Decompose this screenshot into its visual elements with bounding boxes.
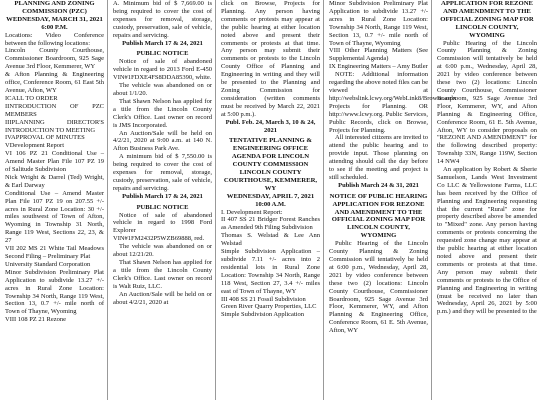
notice-paragraph: ICALL TO ORDER <box>5 94 58 102</box>
notice-paragraph: The vehicle was abandoned on or about 12/21/20. <box>113 243 212 259</box>
notice-paragraph: III 408 SS 21 Fossil Subdivision <box>221 295 306 303</box>
notice-paragraph: I. Development Report: <box>221 208 283 216</box>
notice-paragraph: VDevelopment Report <box>5 142 65 150</box>
notice-paragraph: IVAPPROVAL OF MINUTES <box>5 134 85 142</box>
notice-paragraph: That Shawn Nelson has applied for a title from the Lincoln County Clerk's Office. Last owner on record is JMS Incorporated. <box>113 97 212 129</box>
notice-paragraph: Simple Subdivision Application – subdivide 7.11 +/- acres into 2 residential lots in Rural Zone Location: Township 34 North, Range 118 West, Section 27, 3.4 +/- miles east of Town of Thayne, WY <box>221 248 320 295</box>
notice-paragraph: IIIPLANNING DIRECTOR'S INTRODUCTION TO MEETING <box>5 118 104 134</box>
notice-heading: NOTICE OF PUBLIC HEARING APPLICATION FOR REZONE AND AMENDMENT TO THE OFFICIAL ZONING MAP FOR LINCOLN COUNTY, WYOMING <box>329 192 428 240</box>
notice-paragraph: NOTE: Additional information regarding the above noted files can be viewed at http://webslink.lcwy.org/WebLink8/Browse.aspx Projects for Planning. OR http://www.lcwy.org. Public Services, Public Records, click on Browse, Projects for Planning. <box>329 71 457 134</box>
notice-paragraph: Public Hearing of the Lincoln County Planning & Zoning Commission will tentatively be held at 6:00 p.m., Wednesday, April 28, 2021 by video conference between these two (2) locations: Lincoln County Courthouse, Commissioner Boardroom, 925 Sage Avenue 3rd Floor, Kemmerer, WY, and Afton Planning & Engineering Office, Conference Room, 61 E. 5th Avenue, Afton, WY to consider proposals on "REZONE AND AMENDMENT" for the following described property: Township 33N, Range 119W, Section 14 NW4 <box>437 39 537 166</box>
notice-paragraph: Minor Subdivision Preliminary Plat Application to subdivide 13.27 +/- acres in Rural Zone Location: Township 34 North, Range 119 West, Section 13, 0.7 +/- mile north of Town of Thayne, Wyoming <box>329 0 428 47</box>
notice-paragraph: Public Hearing of the Lincoln County Planning & Zoning Commission will tentatively be held at 6:00 p.m., Wednesday, April 28, 2021 by video conference between these two (2) locations: Lincoln County Courthouse, Commissioner Boardroom, 925 Sage Avenue 3rd Floor, Kemmerer, WY, and Afton Planning & Engineering Office, Conference Room, 61 E. 5th Avenue, Afton, WY <box>329 240 428 335</box>
notice-heading: PUBLIC NOTICE <box>136 50 189 58</box>
notice-paragraph: Green River Quarry Properties, LLC <box>221 303 317 311</box>
notice-paragraph: That Shawn Nelson has applied for a title from the Lincoln County Clerk's Office. Last owner on record is Walt Ruiz, LLC. <box>113 259 212 290</box>
notice-paragraph: University Standard Corporation <box>5 260 91 268</box>
notice-paragraph: The vehicle was abandoned on or about 1/1/20. <box>113 82 212 97</box>
notice-paragraph: IX Engineering Matters – Amy Butler <box>329 63 428 71</box>
notice-paragraph: click on Browse, Projects for Planning. Any person having comments or protests may appear at the public hearing at either location noted above and present their comments or protests at that time. Any person may submit their comments or protests to the Lincoln County Office of Planning and Engineering in writing and they will be presented to the Planning and Zoning Commission for consideration (written comments must be received by March 22, 2021 at 5:00 p.m.). <box>221 0 320 118</box>
notice-paragraph: & Afton Planning & Engineering office, Conference Room, 61 East 5th Avenue, Afton, WY <box>5 71 104 94</box>
column-4 <box>326 0 457 400</box>
notice-paragraph: Publ. Feb. 24, March 3, 10 & 24, 2021 <box>225 118 316 134</box>
notice-heading: 10:00 A.M. <box>255 200 286 208</box>
notice-heading: PLANNING AND ZONING COMMISSION (PZC) WEDNESDAY, MARCH 31, 2021 <box>6 0 103 23</box>
column-2 <box>110 0 216 400</box>
notice-paragraph: An application by Robert & Sherie Samuelson, Lands West Investment Co LLC & Yellowstone Farms, LLC has been received by the Office of Planning and Engineering requesting that the current "Rural" zone for property described above be amended to "Mixed" zone. Any person having comments or protests concerning the requested zone change may appear at the public hearing at either location noted above and present their comments or protests at that time. Any person may submit their comments or protests to the Office of Planning and Engineering in writing (must be received no later than Wednesday, April 26, 2021 by 5:00 p.m.) and they will be presented to the <box>437 166 537 316</box>
notice-paragraph: IINTRODUCTION OF PZC MEMBERS <box>5 102 104 118</box>
notice-paragraph: VIII 108 PZ 21 Rezone <box>5 316 67 324</box>
notice-paragraph: Publish March 24 & 31, 2021 <box>338 181 419 189</box>
notice-paragraph: II 407 SS 21 Bridger Forest Ranches as Amended 9th Filing Subdivision <box>221 216 320 232</box>
notice-paragraph: Conditional Use – Amend Master Plan File 107 PZ 19 on 207.55 +/- acres in Rural Zone Location: 30 +/- miles southwest of Town of Afton, Wyoming in Township 31 North, Range 119 West, Sections 22, 23, & 27 <box>5 189 104 245</box>
notice-paragraph: A minimum bid of $ 7,550.00 is being required to cover the cost of expenses for removal, storage, custody, preservation, sale of vehicle, repairs and servicing. <box>113 153 212 192</box>
notice-paragraph: VIII Other Planning Matters (See Supplemental Agenda) <box>329 47 428 63</box>
notice-paragraph: Lincoln County Courthouse, Commissioner Boardroom, 925 Sage Avenue 3rd Floor, Kemmerer, WY <box>5 47 104 71</box>
notice-paragraph: Simple Subdivision Application <box>221 311 305 319</box>
notice-paragraph: A. Minimum bid of $ 7,669.00 is being required to cover the cost of expenses for removal, storage, custody, preservation, sale of vehicle, repairs and servicing. <box>113 0 212 39</box>
column-1 <box>2 0 108 400</box>
column-5 <box>434 0 540 400</box>
notice-paragraph: All interested citizens are invited to attend the public hearing and to provide input. Those planning on attending should call the day before to see if the meeting and project is still scheduled. <box>329 134 428 181</box>
notice-paragraph: Locations: Video Conference between the following locations: <box>5 31 104 47</box>
notice-paragraph: Thomas S. Welstad & Lee Ann Welstad <box>221 232 320 248</box>
notice-heading: 6:00 P.M. <box>41 23 68 31</box>
notice-paragraph: VII 202 MS 21 White Tail Meadows Second Filing – Preliminary Plat <box>5 245 104 260</box>
notice-heading: APPLICATION FOR REZONE AND AMENDMENT TO THE OFFICIAL ZONING MAP FOR LINCOLN COUNTY, WYOMING <box>440 0 534 39</box>
notice-paragraph: Nick Wright & Darrel (Ted) Wright, & Earl Darway <box>5 173 104 189</box>
notice-paragraph: Notice of sale of abandoned vehicle in regard to 2013 Ford E-450 VIN#1FDXE4FS8DDA85390, white. <box>113 58 212 82</box>
notice-paragraph: Publish March 17 & 24, 2021 <box>122 192 203 200</box>
notice-paragraph: Notice of sale of abandoned vehicle in regard to 1998 Ford Explorer VIN#1FM2432P5WZB69888, red. <box>113 211 212 243</box>
notice-heading: PUBLIC NOTICE <box>136 203 189 211</box>
column-3 <box>218 0 324 400</box>
notice-heading: WEDNESDAY, APRIL 7, 2021 <box>226 192 315 200</box>
notice-paragraph: An Auction/Sale will be held on or about 4/2/21, 2020 at <box>113 290 212 306</box>
notice-paragraph: VI 106 PZ 21 Conditional Use – Amend Master Plan File 107 PZ 19 of Salitude Subdivision <box>5 150 104 174</box>
notice-paragraph: Minor Subdivision Preliminary Plat Application to subdivide 13.27 +/- acres in Rural Zone Location: Township 34 North, Range 119 West, Section 13, 0.7 +/- mile north of Town of Thayne, Wyoming <box>5 268 104 316</box>
notice-paragraph: An Auction/Sale will be held on 4/2/21, 2020 at 9:00 a.m. at 140 N. Afton Business Park Ave. <box>113 129 212 153</box>
notice-heading: TENTATIVE PLANNING & ENGINEERING OFFICE AGENDA FOR LINCOLN COUNTY COMMISSION LINCOLN COUNTY COURTHOUSE, KEMMERER, WY <box>223 137 318 192</box>
notice-paragraph: Publish March 17 & 24, 2021 <box>122 39 203 47</box>
